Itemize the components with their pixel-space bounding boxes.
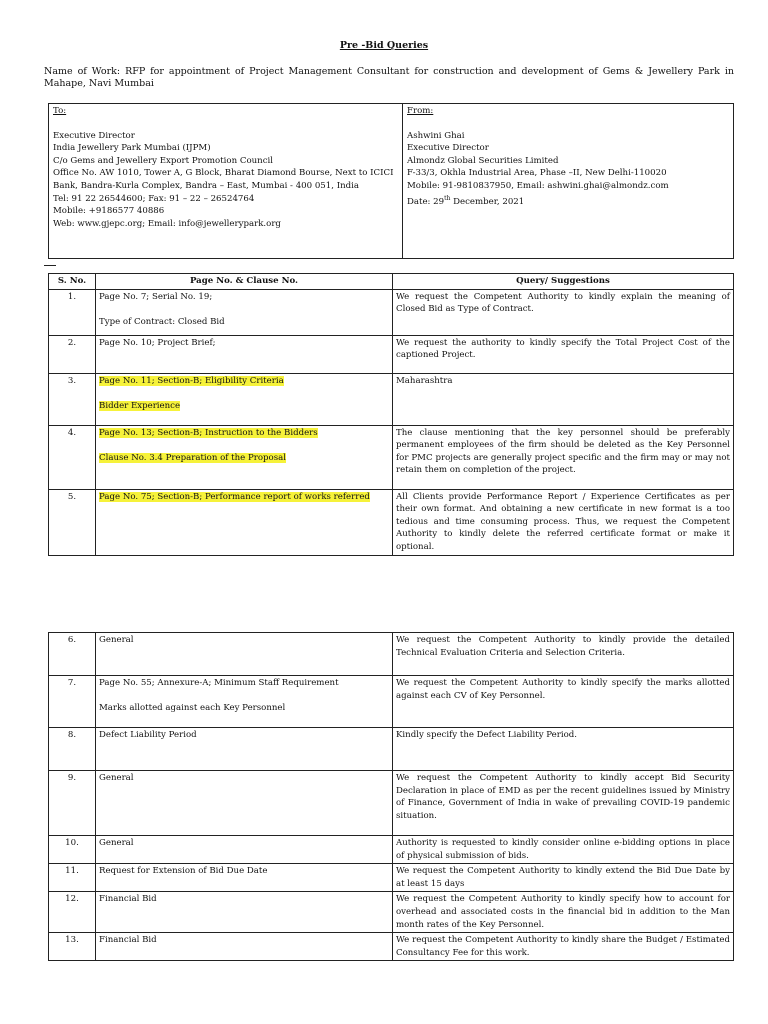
table-row bbox=[49, 836, 734, 864]
from-line: Mobile: 91-9810837950, Email: ashwini.ghai@almondz.com bbox=[407, 180, 669, 191]
row-clause: Financial Bid bbox=[96, 933, 393, 961]
table-row bbox=[49, 676, 734, 728]
row-query: We request the Competent Authority to kindly share the Budget / Estimated Consultancy Fee for this work. bbox=[393, 933, 734, 961]
row-clause: Page No. 13; Section-B; Instruction to the Bidders Clause No. 3.4 Preparation of the Proposal bbox=[96, 425, 393, 489]
queries-table bbox=[48, 273, 734, 556]
row-sno: 4. bbox=[49, 425, 96, 489]
row-query: Kindly specify the Defect Liability Period. bbox=[393, 728, 734, 771]
row-clause: General bbox=[96, 836, 393, 864]
table-row bbox=[49, 771, 734, 836]
table-row bbox=[49, 892, 734, 933]
table-row bbox=[49, 373, 734, 425]
table-row bbox=[49, 289, 734, 335]
from-line: Ashwini Ghai bbox=[407, 130, 465, 141]
row-query: Maharashtra bbox=[393, 373, 734, 425]
to-line: C/o Gems and Jewellery Export Promotion Council bbox=[53, 155, 274, 166]
col-header-query: Query/ Suggestions bbox=[393, 274, 734, 290]
table-header-row bbox=[49, 274, 734, 290]
row-sno: 5. bbox=[49, 489, 96, 555]
table-row bbox=[49, 864, 734, 892]
row-query: The clause mentioning that the key personnel should be preferably permanent employees of the firm should be deleted as the Key Personnel for PMC projects are generally project specific and the firm may or may not retain them on completion of the project. bbox=[393, 425, 734, 489]
to-line: Mobile: +9186577 40886 bbox=[53, 206, 165, 217]
to-cell bbox=[49, 104, 403, 259]
to-line: Executive Director bbox=[53, 130, 135, 141]
row-sno: 12. bbox=[49, 892, 96, 933]
row-clause: Page No. 75; Section-B; Performance report of works referred bbox=[96, 489, 393, 555]
row-clause: Financial Bid bbox=[96, 892, 393, 933]
row-clause: General bbox=[96, 771, 393, 836]
row-sno: 2. bbox=[49, 335, 96, 373]
row-clause: Page No. 10; Project Brief; bbox=[96, 335, 393, 373]
from-line: Almondz Global Securities Limited bbox=[407, 155, 559, 166]
col-header-sno: S. No. bbox=[49, 274, 96, 290]
row-sno: 3. bbox=[49, 373, 96, 425]
row-sno: 9. bbox=[49, 771, 96, 836]
row-query: We request the Competent Authority to kindly provide the detailed Technical Evaluation Criteria and Selection Criteria. bbox=[393, 633, 734, 676]
row-query: Authority is requested to kindly consider online e-bidding options in place of physical submission of bids. bbox=[393, 836, 734, 864]
row-query: We request the Competent Authority to kindly explain the meaning of Closed Bid as Type of Contract. bbox=[393, 289, 734, 335]
to-line: Web: www.gjepc.org; Email: info@jewellerypark.org bbox=[53, 218, 281, 229]
row-sno: 11. bbox=[49, 864, 96, 892]
to-line: Office No. AW 1010, Tower A, G Block, Bharat Diamond Bourse, Next to ICICI Bank, Bandra-Kurla Complex, Bandra – East, Mumbai - 400 051, India bbox=[53, 168, 394, 191]
row-clause: Page No. 7; Serial No. 19; Type of Contract: Closed Bid bbox=[96, 289, 393, 335]
row-clause: General bbox=[96, 633, 393, 676]
table-row bbox=[49, 728, 734, 771]
col-header-clause: Page No. & Clause No. bbox=[96, 274, 393, 290]
row-clause: Page No. 11; Section-B; Eligibility Criteria Bidder Experience bbox=[96, 373, 393, 425]
row-sno: 13. bbox=[49, 933, 96, 961]
row-query: We request the Competent Authority to kindly accept Bid Security Declaration in place of EMD as per the recent guidelines issued by Ministry of Finance, Government of India in wake of prevailing COVID-19 pandemic situation. bbox=[393, 771, 734, 836]
address-table bbox=[48, 103, 734, 259]
to-heading: To: bbox=[53, 106, 67, 116]
table-row bbox=[49, 633, 734, 676]
row-sno: 6. bbox=[49, 633, 96, 676]
to-line: India Jewellery Park Mumbai (IJPM) bbox=[53, 143, 211, 154]
from-date: Date: 29th December, 2021 bbox=[407, 194, 525, 207]
row-query: We request the authority to kindly specify the Total Project Cost of the captioned Project. bbox=[393, 335, 734, 373]
page-title: Pre -Bid Queries bbox=[339, 40, 429, 51]
to-line: Tel: 91 22 26544600; Fax: 91 – 22 – 26524764 bbox=[53, 193, 255, 204]
divider bbox=[44, 265, 56, 266]
table-row bbox=[49, 933, 734, 961]
name-of-work: Name of Work: RFP for appointment of Project Management Consultant for construction and development of Gems & Jewellery Park in Mahape, Navi Mumbai bbox=[44, 66, 734, 89]
row-clause: Page No. 55; Annexure-A; Minimum Staff Requirement Marks allotted against each Key Personnel bbox=[96, 676, 393, 728]
from-heading: From: bbox=[407, 106, 434, 116]
row-query: We request the Competent Authority to kindly specify how to account for overhead and associated costs in the financial bid in addition to the Man month rates of the Key Personnel. bbox=[393, 892, 734, 933]
row-sno: 7. bbox=[49, 676, 96, 728]
from-line: Executive Director bbox=[407, 143, 489, 154]
table-row bbox=[49, 425, 734, 489]
row-query: We request the Competent Authority to kindly extend the Bid Due Date by at least 15 days bbox=[393, 864, 734, 892]
from-line: F-33/3, Okhla Industrial Area, Phase –II, New Delhi-110020 bbox=[407, 168, 667, 179]
row-sno: 1. bbox=[49, 289, 96, 335]
row-clause: Defect Liability Period bbox=[96, 728, 393, 771]
table-row bbox=[49, 489, 734, 555]
queries-table-continued bbox=[48, 632, 734, 961]
row-sno: 8. bbox=[49, 728, 96, 771]
row-sno: 10. bbox=[49, 836, 96, 864]
table-row bbox=[49, 335, 734, 373]
row-clause: Request for Extension of Bid Due Date bbox=[96, 864, 393, 892]
from-cell bbox=[403, 104, 734, 259]
row-query: We request the Competent Authority to kindly specify the marks allotted against each CV of Key Personnel. bbox=[393, 676, 734, 728]
row-query: All Clients provide Performance Report / Experience Certificates as per their own format. And obtaining a new certificate in new format is a too tedious and time consuming process. Thus, we request the Competent Authority to kindly delete the referred certificate format or make it optional. bbox=[393, 489, 734, 555]
